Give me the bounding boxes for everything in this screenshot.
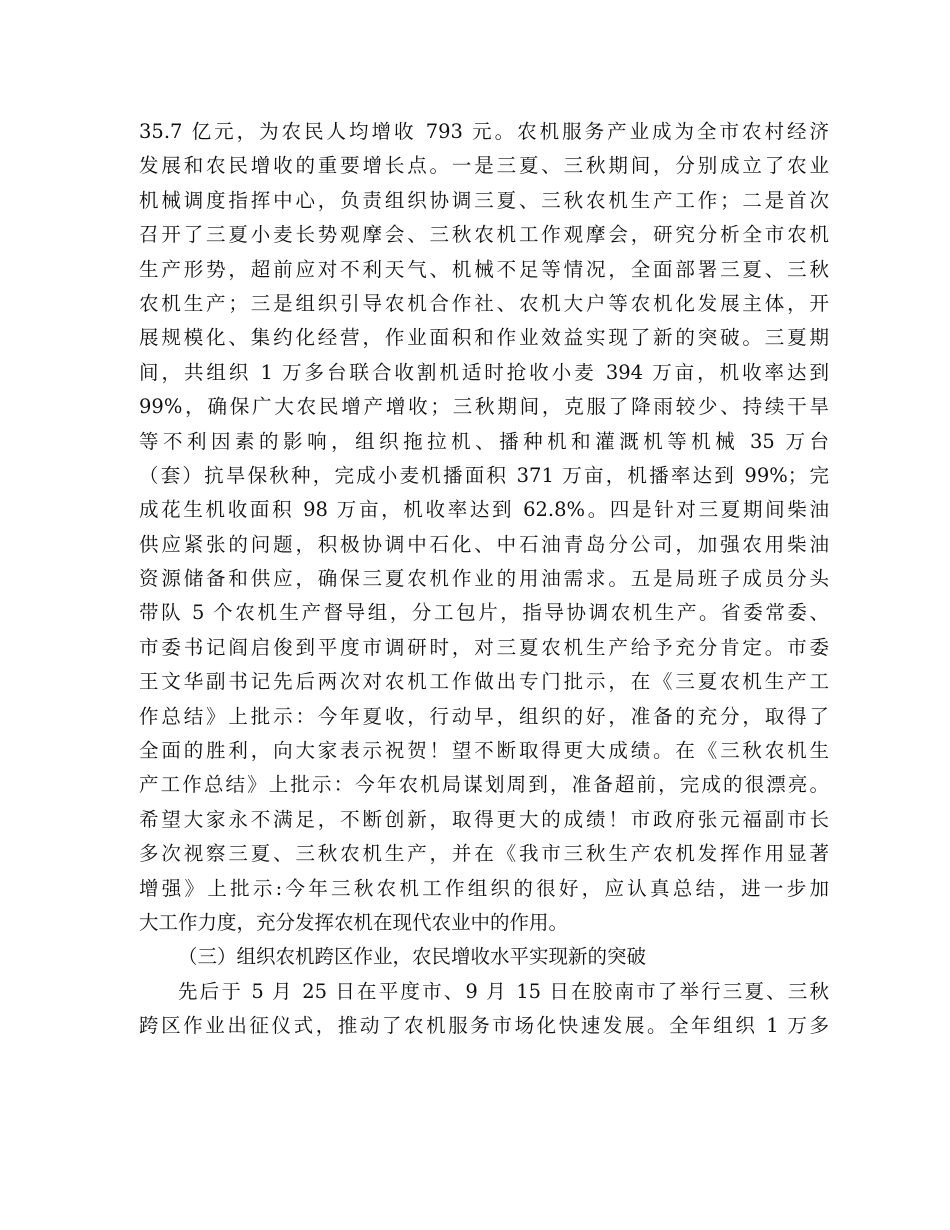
text-line: 农机生产；三是组织引导农机合作社、农机大户等农机化发展主体，开: [139, 291, 829, 315]
text-line: 35.7 亿元，为农民人均增收 793 元。农机服务产业成为全市农村经济: [139, 120, 829, 143]
text-line: 产工作总结》上批示：今年农机局谋划周到，准备超前，完成的很漂亮。: [139, 773, 829, 797]
text-line: 机械调度指挥中心，负责组织协调三夏、三秋农机生产工作；二是首次: [139, 188, 829, 212]
text-line: 多次视察三夏、三秋农机生产，并在《我市三秋生产农机发挥作用显著: [139, 842, 829, 866]
section-heading: （三）组织农机跨区作业，农民增收水平实现新的突破: [178, 945, 647, 969]
text-line: 大工作力度，充分发挥农机在现代农业中的作用。: [139, 910, 569, 934]
text-line: 供应紧张的问题，积极协调中石化、中石油青岛分公司，加强农用柴油: [139, 532, 829, 556]
document-body: [139, 115, 829, 1044]
text-line: 成花生机收面积 98 万亩，机收率达到 62.8%。四是针对三夏期间柴油: [139, 498, 829, 522]
text-line: 间，共组织 1 万多台联合收割机适时抢收小麦 394 万亩，机收率达到: [139, 360, 829, 384]
text-line: 召开了三夏小麦长势观摩会、三秋农机工作观摩会，研究分析全市农机: [139, 223, 829, 247]
text-line: 等不利因素的影响，组织拖拉机、播种机和灌溉机等机械 35 万台: [139, 429, 829, 453]
text-line: （套）抗旱保秋种，完成小麦机播面积 371 万亩，机播率达到 99%；完: [139, 463, 829, 487]
text-line: 展规模化、集约化经营，作业面积和作业效益实现了新的突破。三夏期: [139, 326, 829, 350]
text-line: 跨区作业出征仪式，推动了农机服务市场化快速发展。全年组织 1 万多: [139, 1014, 829, 1038]
text-line: 资源储备和供应，确保三夏农机作业的用油需求。五是局班子成员分头: [139, 567, 829, 591]
text-line: 带队 5 个农机生产督导组，分工包片，指导协调农机生产。省委常委、: [139, 601, 829, 625]
text-line: 希望大家永不满足，不断创新，取得更大的成绩！市政府张元福副市长: [139, 807, 829, 831]
text-line: 生产形势，超前应对不利天气、机械不足等情况，全面部署三夏、三秋: [139, 257, 829, 281]
text-line: 发展和农民增收的重要增长点。一是三夏、三秋期间，分别成立了农业: [139, 154, 829, 178]
text-line: 全面的胜利，向大家表示祝贺！望不断取得更大成绩。在《三秋农机生: [139, 739, 829, 763]
text-line: 先后于 5 月 25 日在平度市、9 月 15 日在胶南市了举行三夏、三秋: [178, 979, 829, 1003]
text-line: 作总结》上批示：今年夏收，行动早，组织的好，准备的充分，取得了: [139, 704, 829, 728]
text-line: 99%，确保广大农民增产增收；三秋期间，克服了降雨较少、持续干旱: [139, 395, 829, 419]
text-line: 增强》上批示:今年三秋农机工作组织的很好，应认真总结，进一步加: [139, 876, 829, 900]
text-line: 王文华副书记先后两次对农机工作做出专门批示，在《三夏农机生产工: [139, 670, 829, 694]
text-line: 市委书记阎启俊到平度市调研时，对三夏农机生产给予充分肯定。市委: [139, 635, 829, 659]
